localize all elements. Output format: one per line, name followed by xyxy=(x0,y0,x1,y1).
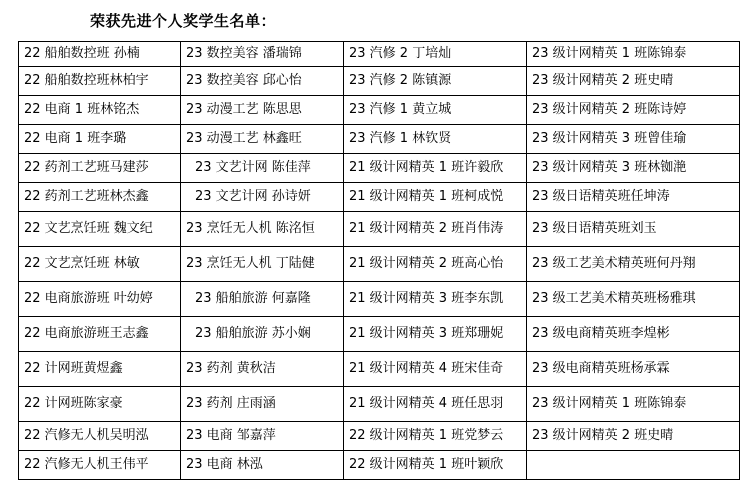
document-title: 荣获先进个人奖学生名单： xyxy=(90,12,277,30)
table-cell: 22 船舶数控班林柏宇 xyxy=(19,67,181,96)
table-cell: 22 文艺烹饪班 林敏 xyxy=(19,247,181,282)
table-cell: 23 药剂 庄雨涵 xyxy=(181,387,344,422)
table-row xyxy=(19,96,740,125)
table-cell: 23 级电商精英班李煌彬 xyxy=(527,317,740,352)
table-cell: 23 级工艺美术精英班杨雅琪 xyxy=(527,282,740,317)
table-cell: 23 级计网精英 2 班史晴 xyxy=(527,67,740,96)
table-cell: 21 级计网精英 1 班许毅欣 xyxy=(344,154,527,183)
table-cell: 23 烹饪无人机 陈洺恒 xyxy=(181,212,344,247)
table-cell: 23 汽修 1 林钦贤 xyxy=(344,125,527,154)
table-row xyxy=(19,317,740,352)
table-cell: 22 计网班黄煜鑫 xyxy=(19,352,181,387)
table-cell: 23 烹饪无人机 丁陆健 xyxy=(181,247,344,282)
table-row xyxy=(19,247,740,282)
table-cell: 21 级计网精英 4 班任思羽 xyxy=(344,387,527,422)
table-cell: 21 级计网精英 4 班宋佳奇 xyxy=(344,352,527,387)
table-cell: 22 电商 1 班李璐 xyxy=(19,125,181,154)
table-cell: 22 船舶数控班 孙楠 xyxy=(19,42,181,67)
table-cell: 23 电商 林泓 xyxy=(181,451,344,480)
table-cell: 23 汽修 2 丁培灿 xyxy=(344,42,527,67)
award-roster-table xyxy=(18,41,740,480)
table-cell: 23 船舶旅游 苏小娴 xyxy=(181,317,344,352)
table-cell: 23 级计网精英 1 班陈锦泰 xyxy=(527,42,740,67)
table-row xyxy=(19,125,740,154)
table-row xyxy=(19,387,740,422)
table-cell: 23 电商 邹嘉萍 xyxy=(181,422,344,451)
table-cell: 23 文艺计网 孙诗妍 xyxy=(181,183,344,212)
table-cell: 23 级计网精英 1 班陈锦泰 xyxy=(527,387,740,422)
table-cell: 22 电商 1 班林铭杰 xyxy=(19,96,181,125)
table-cell: 23 级计网精英 2 班史晴 xyxy=(527,422,740,451)
table-cell: 23 级日语精英班任坤涛 xyxy=(527,183,740,212)
table-cell: 23 级计网精英 3 班曾佳瑜 xyxy=(527,125,740,154)
table-cell: 22 文艺烹饪班 魏文纪 xyxy=(19,212,181,247)
table-cell: 23 级计网精英 2 班陈诗婷 xyxy=(527,96,740,125)
table-row xyxy=(19,154,740,183)
table-cell: 23 药剂 黄秋洁 xyxy=(181,352,344,387)
table-row xyxy=(19,67,740,96)
table-cell: 22 汽修无人机王伟平 xyxy=(19,451,181,480)
table-row xyxy=(19,352,740,387)
table-cell: 22 电商旅游班王志鑫 xyxy=(19,317,181,352)
table-cell: 21 级计网精英 3 班郑珊妮 xyxy=(344,317,527,352)
table-cell: 21 级计网精英 2 班肖伟涛 xyxy=(344,212,527,247)
table-cell: 22 药剂工艺班林杰鑫 xyxy=(19,183,181,212)
table-cell: 23 汽修 1 黄立城 xyxy=(344,96,527,125)
table-cell: 22 计网班陈家豪 xyxy=(19,387,181,422)
table-cell: 21 级计网精英 2 班高心怡 xyxy=(344,247,527,282)
table-cell: 22 汽修无人机吴明泓 xyxy=(19,422,181,451)
table-cell: 22 级计网精英 1 班党梦云 xyxy=(344,422,527,451)
table-cell: 23 级工艺美术精英班何丹翔 xyxy=(527,247,740,282)
table-cell-empty xyxy=(527,451,740,480)
table-row xyxy=(19,422,740,451)
table-cell: 23 汽修 2 陈镇源 xyxy=(344,67,527,96)
table-cell: 23 动漫工艺 陈思思 xyxy=(181,96,344,125)
table-cell: 22 药剂工艺班马建莎 xyxy=(19,154,181,183)
table-cell: 21 级计网精英 3 班李东凯 xyxy=(344,282,527,317)
table-row xyxy=(19,183,740,212)
table-cell: 23 数控美容 潘瑞锦 xyxy=(181,42,344,67)
table-cell: 22 电商旅游班 叶幼婷 xyxy=(19,282,181,317)
table-cell: 23 船舶旅游 何嘉隆 xyxy=(181,282,344,317)
table-cell: 23 级日语精英班刘玉 xyxy=(527,212,740,247)
table-row xyxy=(19,282,740,317)
table-row xyxy=(19,212,740,247)
table-cell: 23 级电商精英班杨承霖 xyxy=(527,352,740,387)
table-cell: 23 文艺计网 陈佳萍 xyxy=(181,154,344,183)
table-cell: 22 级计网精英 1 班叶颖欣 xyxy=(344,451,527,480)
table-cell: 23 级计网精英 3 班林铷滟 xyxy=(527,154,740,183)
table-row xyxy=(19,451,740,480)
table-row xyxy=(19,42,740,67)
table-cell: 23 数控美容 邱心怡 xyxy=(181,67,344,96)
table-cell: 23 动漫工艺 林鑫旺 xyxy=(181,125,344,154)
table-cell: 21 级计网精英 1 班柯成悦 xyxy=(344,183,527,212)
